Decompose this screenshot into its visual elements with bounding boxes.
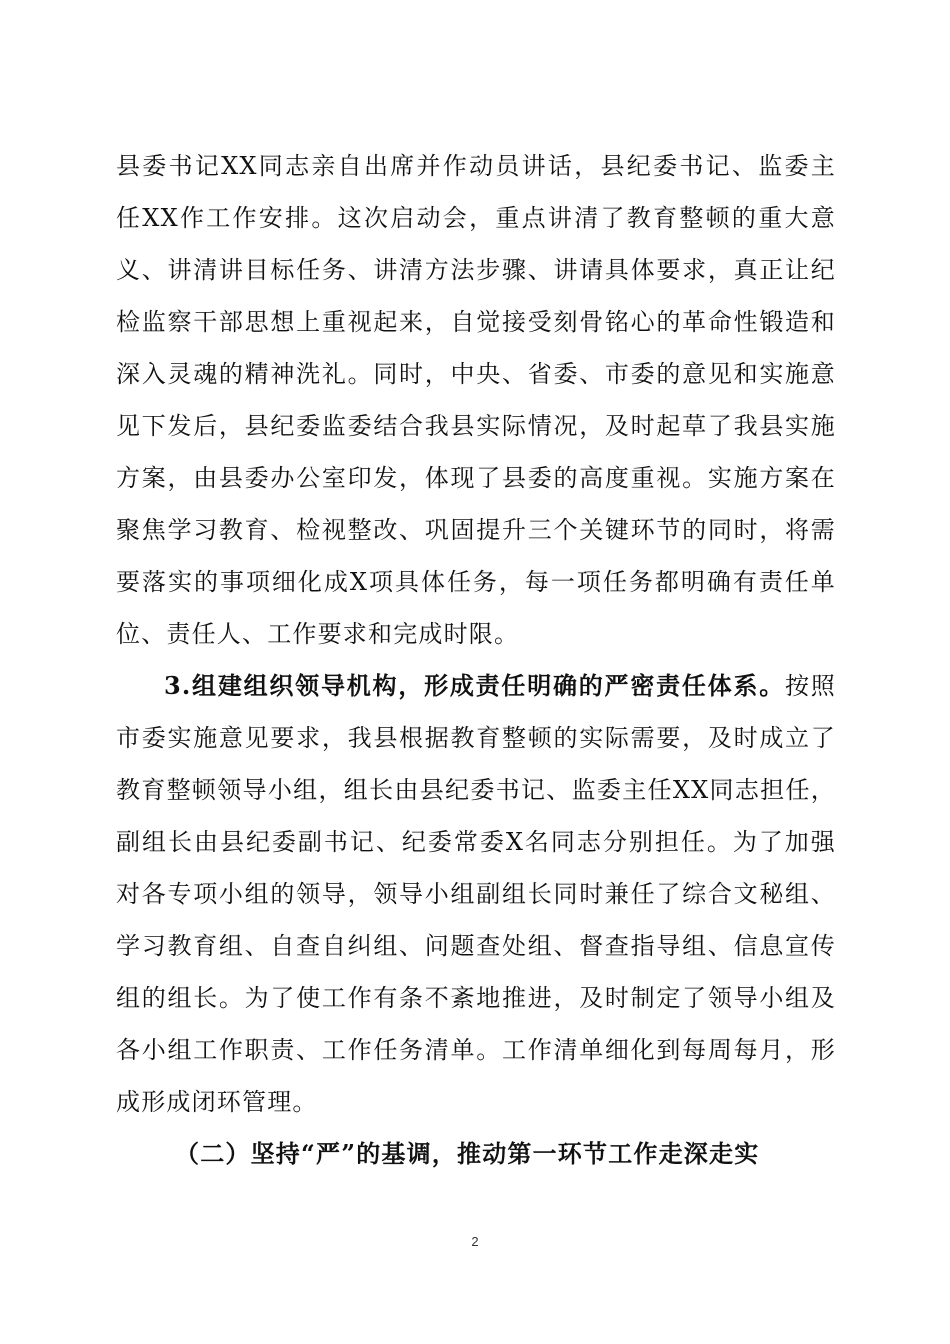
section-heading: （二）坚持“严”的基调，推动第一环节工作走深走实 <box>175 1139 760 1168</box>
paragraph-line: 深入灵魂的精神洗礼。同时，中央、省委、市委的意见和实施意 <box>116 360 836 388</box>
paragraph-line: 组的组长。为了使工作有条不紊地推进，及时制定了领导小组及 <box>116 984 836 1012</box>
paragraph-line: 见下发后，县纪委监委结合我县实际情况，及时起草了我县实施 <box>116 412 836 440</box>
paragraph-line: 县委书记XX同志亲自出席并作动员讲话，县纪委书记、监委主 <box>116 152 836 180</box>
page-number: 2 <box>471 1234 479 1249</box>
paragraph-line: 方案，由县委办公室印发，体现了县委的高度重视。实施方案在 <box>116 464 836 492</box>
paragraph-line: 学习教育组、自查自纠组、问题查处组、督查指导组、信息宣传 <box>116 932 836 960</box>
paragraph-line: 聚焦学习教育、检视整改、巩固提升三个关键环节的同时，将需 <box>116 516 836 544</box>
subsection-heading: 3.组建组织领导机构，形成责任明确的严密责任体系。 <box>164 671 786 700</box>
subsection-heading-tail: 按照 <box>785 672 836 700</box>
paragraph-line: 教育整顿领导小组，组长由县纪委书记、监委主任XX同志担任， <box>116 776 836 804</box>
paragraph-line: 位、责任人、工作要求和完成时限。 <box>116 620 520 648</box>
paragraph-line: 任XX作工作安排。这次启动会，重点讲清了教育整顿的重大意 <box>116 204 836 232</box>
subsection-heading-line <box>164 660 836 712</box>
paragraph-line: 对各专项小组的领导，领导小组副组长同时兼任了综合文秘组、 <box>116 880 836 908</box>
paragraph-line: 市委实施意见要求，我县根据教育整顿的实际需要，及时成立了 <box>116 724 836 752</box>
paragraph-line: 要落实的事项细化成X项具体任务，每一项任务都明确有责任单 <box>116 568 836 596</box>
paragraph-line: 副组长由县纪委副书记、纪委常委X名同志分别担任。为了加强 <box>116 828 836 856</box>
paragraph-line: 检监察干部思想上重视起来，自觉接受刻骨铭心的革命性锻造和 <box>116 308 836 336</box>
paragraph-line: 各小组工作职责、工作任务清单。工作清单细化到每周每月，形 <box>116 1036 836 1064</box>
paragraph-line: 成形成闭环管理。 <box>116 1088 318 1116</box>
paragraph-line: 义、讲清讲目标任务、讲清方法步骤、讲请具体要求，真正让纪 <box>116 256 836 284</box>
